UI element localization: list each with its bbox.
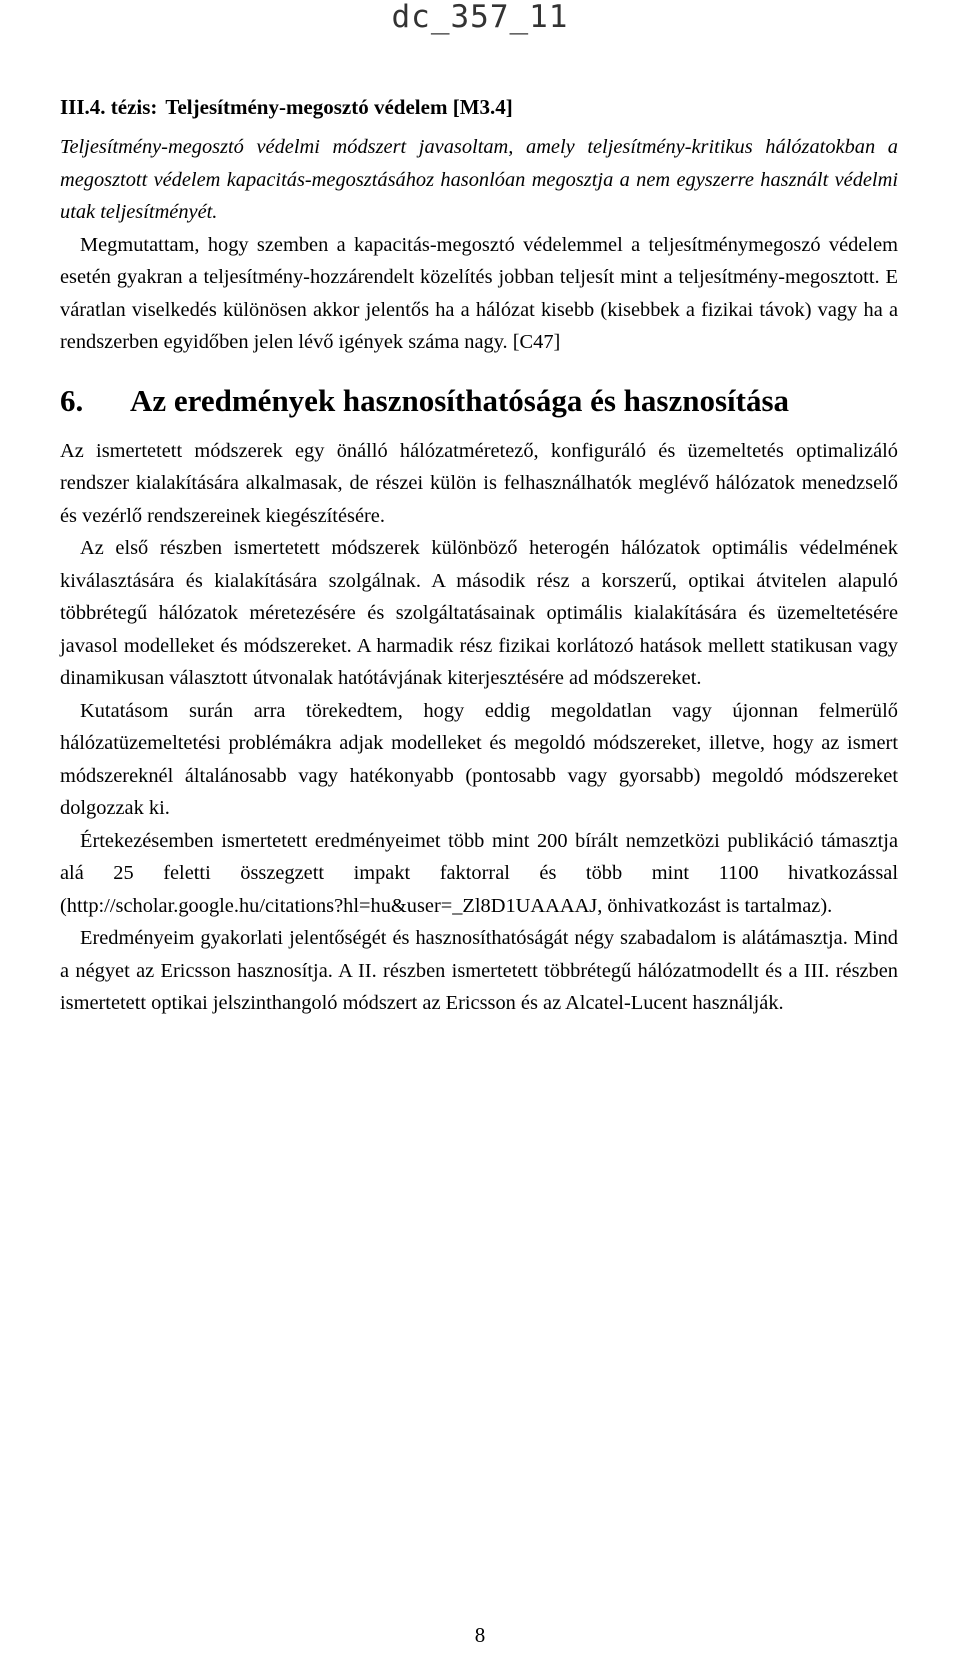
thesis-statement: Teljesítmény-megosztó védelmi módszert javasoltam, amely teljesítmény-kritikus hálózatokban a megosztott védelem kapacitás-megosztásához hasonlóan megosztja a nem egyszerre használt védelmi utak teljesítményét. [60, 136, 898, 223]
section-title: Az eredmények hasznosíthatósága és hasznosítása [130, 382, 790, 418]
thesis-number: III.4. tézis: [60, 95, 158, 119]
section-heading [60, 381, 898, 421]
thesis-title: Teljesítmény-megosztó védelem [M3.4] [165, 95, 513, 119]
section-number: 6. [60, 382, 84, 418]
section-paragraph-1: Az ismertetett módszerek egy önálló hálózatméretező, konfiguráló és üzemeltetés optimalizáló rendszer kialakítására alkalmasak, de részei külön is felhasználhatók meglévő hálózatok menedzselő és vezérlő rendszereinek kiegészítésére. [60, 439, 898, 527]
section-paragraph-5: Eredményeim gyakorlati jelentőségét és hasznosíthatóságát négy szabadalom is alátámasztja. Mind a négyet az Ericsson hasznosítja. A II. részben ismertetett többrétegű hálózatmodellt és a III. részben ismertetett optikai jelszinthangoló módszert az Ericsson és az Alcatel-Lucent használják. [60, 927, 898, 1014]
thesis-body: Megmutattam, hogy szemben a kapacitás-megosztó védelemmel a teljesítménymegoszó védelem esetén gyakran a teljesítmény-hozzárendelt közelítés jobban teljesít mint a teljesítmény-megosztott. E váratlan viselkedés különösen akkor jelentős ha a hálózat kisebb (kisebbek a fizikai távok) vagy ha a rendszerben egyidőben jelen lévő igények száma nagy. [C47] [60, 233, 898, 353]
thesis-heading [60, 92, 898, 122]
section-paragraph-4: Értekezésemben ismertetett eredményeimet több mint 200 bírált nemzetközi publikáció támasztja alá 25 feletti összegzett impakt faktorral és több mint 1100 hivatkozással (http://scholar.google.hu/citations?hl=hu&user=_Zl8D1UAAAAJ, önhivatkozást is tartalmaz). [60, 829, 898, 917]
page-content [60, 92, 898, 1020]
section-paragraph-2: Az első részben ismertetett módszerek különböző heterogén hálózatok optimális védelmének kiválasztására és kialakítására szolgálnak. A második rész a korszerű, optikai átvitelen alapuló többrétegű hálózatok méretezésére és szolgáltatásainak optimális kialakítására és üzemeltetésére javasol modelleket és módszereket. A harmadik rész fizikai korlátozó hatások mellett statikusan vagy dinamikusan választott útvonalak hatótávjának kiterjesztésére ad módszereket. [60, 537, 898, 689]
section-paragraph-3: Kutatásom surán arra törekedtem, hogy eddig megoldatlan vagy újonnan felmerülő hálózatüzemeltetési problémákra adjak modelleket és megoldó módszereket, illetve, hogy az ismert módszereknél általánosabb vagy hatékonyabb (pontosabb vagy gyorsabb) megoldó módszereket dolgozzak ki. [60, 699, 898, 819]
page-number: 8 [474, 1623, 486, 1647]
document-id-header: dc_357_11 [391, 0, 569, 35]
